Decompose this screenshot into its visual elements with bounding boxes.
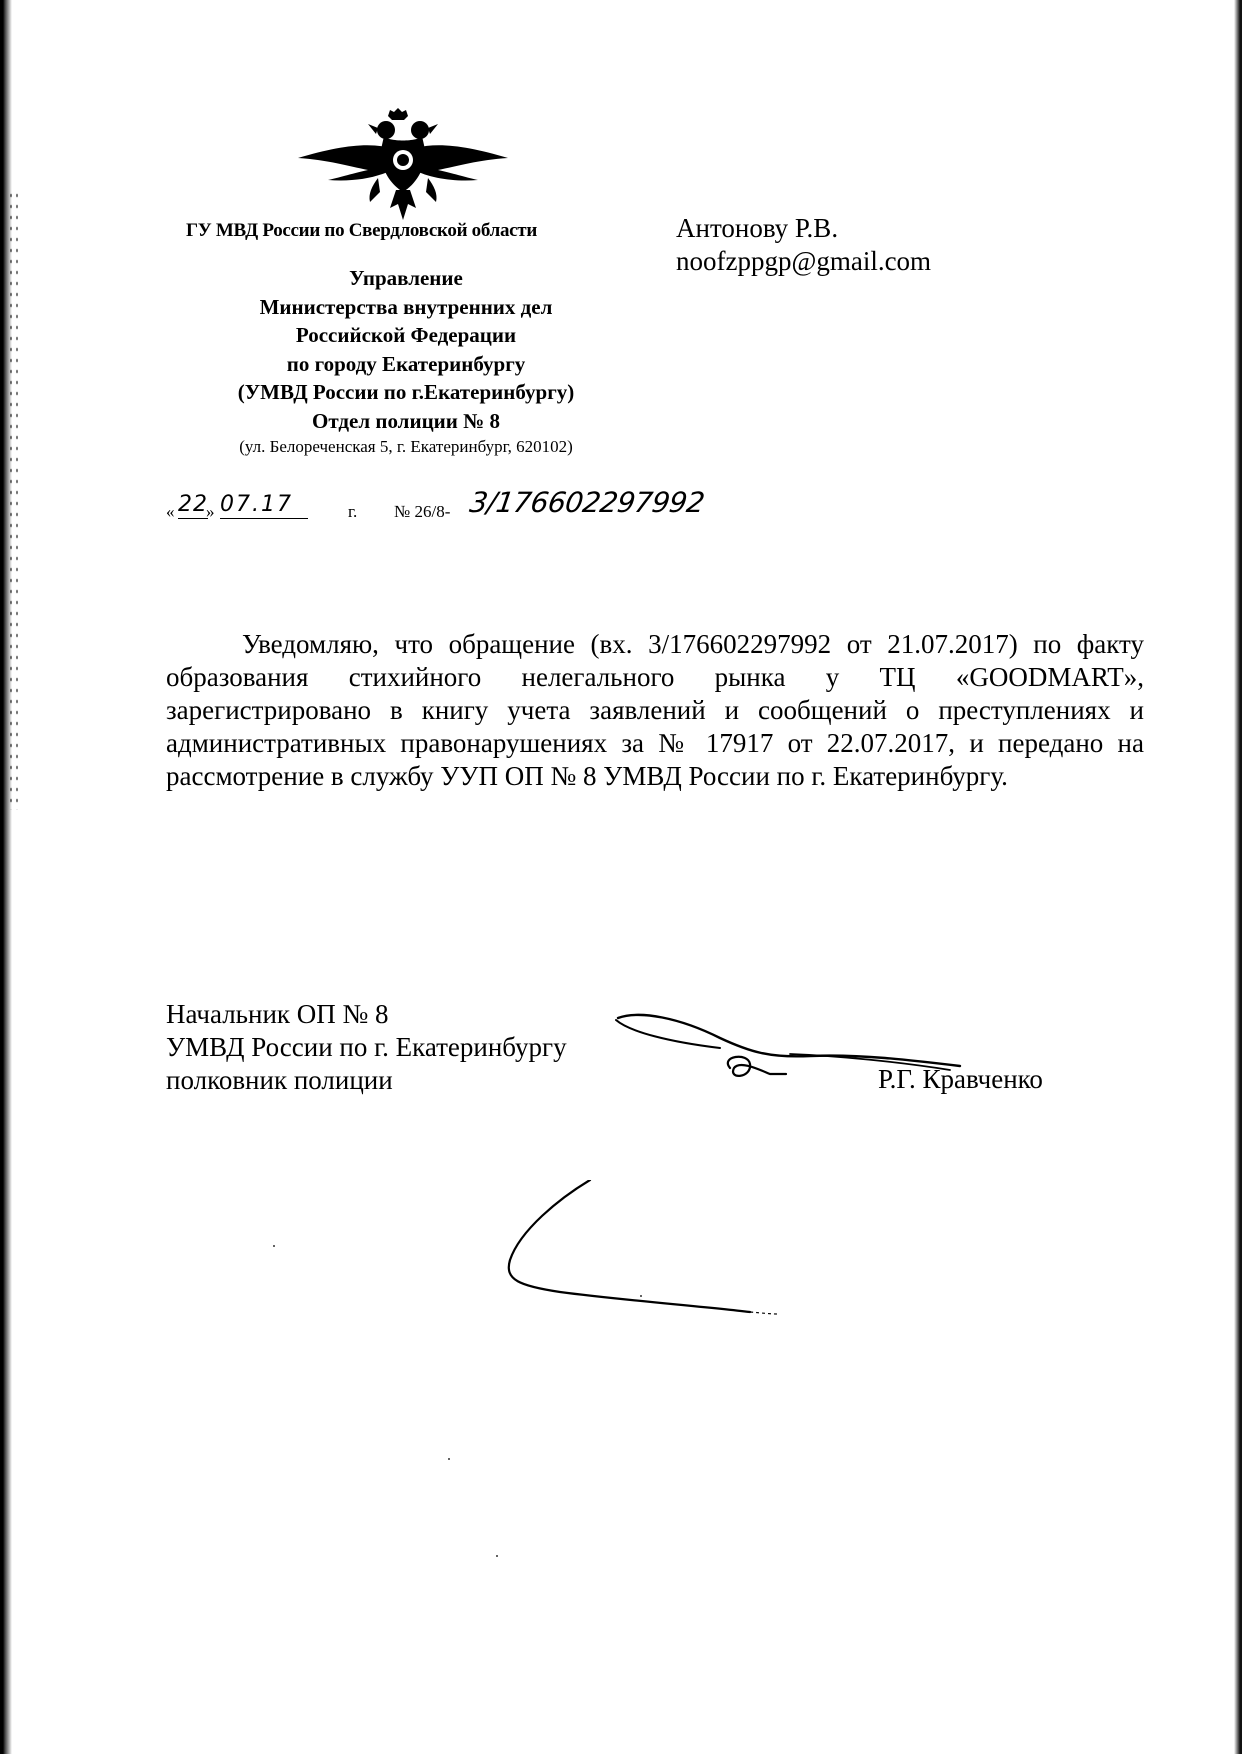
recipient-name: Антонову Р.В. [676, 213, 839, 243]
recipient-email: noofzppgp@gmail.com [676, 246, 932, 276]
scan-noise [8, 190, 22, 810]
scan-edge-right [1232, 0, 1242, 1754]
department-line: (УМВД России по г.Екатеринбургу) [237, 380, 575, 404]
department-address: (ул. Белореченская 5, г. Екатеринбург, 620102) [239, 437, 573, 456]
date-month-handwritten: 07.17 [220, 492, 308, 519]
department-line: Управление [349, 266, 463, 290]
signatory-title-line: УМВД России по г. Екатеринбургу [166, 1032, 567, 1062]
date-quote-open: « [166, 502, 175, 521]
parent-agency-line: ГУ МВД России по Свердловской области [186, 220, 537, 241]
department-line: Отдел полиции № 8 [312, 408, 500, 433]
date-day-handwritten: 22 [178, 492, 208, 517]
department-line: Российской Федерации [295, 323, 517, 347]
scan-speck [496, 1555, 498, 1557]
department-line: Министерства внутренних дел [259, 294, 553, 319]
signatory-title-line: полковник полиции [166, 1065, 393, 1095]
signatory-title [166, 998, 567, 1097]
date-year-suffix: г. [348, 502, 358, 521]
outgoing-number-handwritten: 3/176602297992 [467, 486, 707, 519]
eagle-emblem-icon [298, 108, 508, 220]
scan-speck [640, 1295, 642, 1297]
date-quote-close: » [206, 502, 215, 521]
outgoing-number-prefix: № 26/8- [394, 502, 451, 521]
notification-paragraph: Уведомляю, что обращение (вх. 3/176602297992 от 21.07.2017) по факту образования стихийного нелегального рынка у ТЦ «GOODMART», зарегистрировано в книгу учета заявлений и сообщений о преступлениях и административных правонарушениях за № 17917 от 22.07.2017, и передано на рассмотрение в службу УУП ОП № 8 УМВД России по г. Екатеринбургу. [166, 629, 1144, 791]
pen-stroke-icon [500, 1180, 880, 1350]
department-heading [186, 264, 626, 435]
scan-speck [273, 1245, 275, 1247]
department-line: по городу Екатеринбургу [286, 351, 526, 376]
reference-row [166, 486, 726, 532]
signer-name: Р.Г. Кравченко [878, 1064, 1043, 1094]
recipient-block [676, 212, 931, 278]
scan-speck [448, 1458, 450, 1460]
signatory-title-line: Начальник ОП № 8 [166, 999, 389, 1029]
